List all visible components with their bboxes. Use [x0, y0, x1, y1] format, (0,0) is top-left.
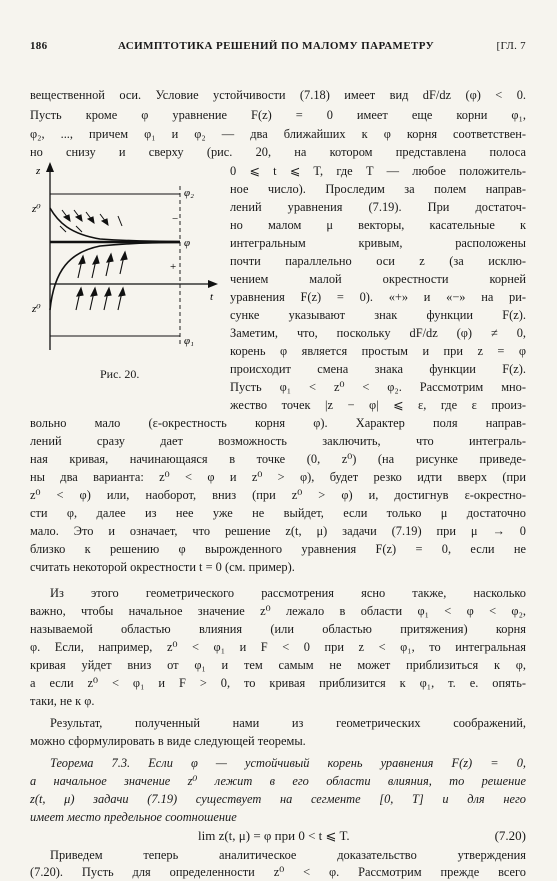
- text-line: лений сразу дает возможность заключить, что интеграль-: [30, 434, 526, 448]
- text-line: можно сформулировать в виде следующей теоремы.: [30, 734, 306, 748]
- upper-integral-curve: [50, 208, 180, 242]
- lower-integral-curve: [50, 243, 180, 311]
- text-line: кривая уйдет вниз от φ₁ и тем самым не может приблизиться к φ,: [30, 658, 526, 672]
- t-axis-arrow: [208, 280, 218, 288]
- text-line: Приведем теперь аналитическое доказательство утверждения: [50, 848, 526, 862]
- text-line: но малом μ векторы, касательные к: [230, 218, 526, 232]
- text-line: φ₂, ..., причем φ₁ и φ₂ — два ближайших к φ корня соответствен-: [30, 127, 526, 141]
- text-line: а если z⁰ < φ₁ и F > 0, то кривая приблизится к φ₁, т. е. опять-: [30, 676, 526, 690]
- text-line: ны два варианта: z⁰ < φ и z⁰ > φ), будет резко идти вверх (при: [30, 470, 526, 484]
- running-head: [30, 40, 526, 56]
- text-line: сти φ, далее из нее уже не выйдет, если только μ достаточно: [30, 506, 526, 520]
- text-line: Пусть кроме φ уравнение F(z) = 0 имеет еще корни φ₁,: [30, 108, 526, 122]
- figure-caption: Рис. 20.: [100, 367, 140, 381]
- text-line: Пусть φ₁ < z⁰ < φ₂. Рассмотрим мно-: [230, 380, 526, 394]
- theorem-line: имеет место предельное соотношение: [30, 810, 237, 824]
- phi2-label: φ₂: [184, 187, 194, 199]
- text-line: Результат, полученный нами из геометрических соображений,: [50, 716, 526, 730]
- theorem-line: Теорема 7.3. Если φ — устойчивый корень уравнения F(z) = 0,: [50, 756, 526, 770]
- text-line: ное число). Проследим за полем направ-: [230, 182, 526, 196]
- text-line: но снизу и сверху (рис. 20, на котором представлена полоса: [30, 145, 526, 159]
- minus-sign: −: [172, 213, 179, 225]
- theorem-line: z(t, μ) задачи (7.19) существует на сегменте [0, T] и для него: [30, 792, 526, 806]
- plus-sign: +: [170, 261, 177, 273]
- formula-text: lim z(t, μ) = φ при 0 < t ⩽ T.: [198, 828, 350, 843]
- figure-20: [30, 160, 226, 360]
- text-line: Заметим, что, поскольку dF/dz (φ) ≠ 0,: [230, 326, 526, 340]
- text-line: лений уравнения (7.19). При достаточ-: [230, 200, 526, 214]
- text-line: важно, чтобы начальное значение z⁰ лежало в области φ₁ < φ < φ₂,: [30, 604, 526, 618]
- theorem-line: а начальное значение z⁰ лежит в его области влияния, то решение: [30, 774, 526, 788]
- text-line: вольно мало (ε-окрестность корня φ). Характер поля направ-: [30, 416, 526, 430]
- text-line: уравнения F(z) = 0). «+» и «−» на ри-: [230, 290, 526, 304]
- text-line: мало. Это и означает, что решение z(t, μ) задачи (7.19) при μ → 0: [30, 524, 526, 538]
- text-line: (7.20). Пусть для определенности z⁰ < φ. Рассмотрим прежде всего: [30, 865, 526, 879]
- text-line: называемой областью влияния (или областью притяжения) корня: [30, 622, 526, 636]
- z0-upper-label: z⁰: [32, 203, 41, 215]
- text-line: близко к решению φ вырожденного уравнения F(z) = 0, если не: [30, 542, 526, 556]
- phi-label: φ: [184, 237, 191, 249]
- text-line: Из этого геометрического рассмотрения ясно также, насколько: [50, 586, 526, 600]
- formula-number: (7.20): [494, 828, 526, 843]
- text-line: таки, не к φ.: [30, 694, 95, 708]
- text-line: вещественной оси. Условие устойчивости (7.18) имеет вид dF/dz (φ) < 0.: [30, 88, 526, 102]
- upward-arrows: [76, 252, 127, 310]
- text-line: чением малой окрестности корней: [230, 272, 526, 286]
- text-line: почти параллельно оси z (за исклю-: [230, 254, 526, 268]
- chapter-label: [ГЛ. 7: [496, 40, 526, 52]
- text-line: жество точек |z − φ| ⩽ ε, где ε произ-: [230, 398, 526, 412]
- text-line: сунке указывают знак функции F(z).: [230, 308, 526, 322]
- phi1-label: φ₁: [184, 335, 194, 347]
- text-line: интегральным кривым, расположены: [230, 236, 526, 250]
- text-line: корень φ является простым и при z = φ: [230, 344, 526, 358]
- z-axis-label: z: [36, 165, 41, 177]
- text-line: φ. Если, например, z⁰ < φ₁ и F < 0 при z < φ₁, то интегральная: [30, 640, 526, 654]
- text-line: считать некоторой окрестности t = 0 (см. пример).: [30, 560, 295, 574]
- text-line: z⁰ < φ) или, наоборот, вниз (при z⁰ > φ) и, достигнув ε-окрестно-: [30, 488, 526, 502]
- page-number: 186: [30, 40, 48, 52]
- text-line: ная кривая, начинающаяся в точке (0, z⁰) (на рисунке приведе-: [30, 452, 526, 466]
- t-axis-label: t: [210, 291, 214, 303]
- running-title: АСИМПТОТИКА РЕШЕНИЙ ПО МАЛОМУ ПАРАМЕТРУ: [118, 40, 435, 52]
- text-line: 0 ⩽ t ⩽ T, где T — любое положитель-: [230, 164, 526, 178]
- z-axis-arrow: [46, 162, 54, 172]
- z0-lower-label: z⁰: [32, 303, 41, 315]
- text-line: происходит смена знака функции F(z).: [230, 362, 526, 376]
